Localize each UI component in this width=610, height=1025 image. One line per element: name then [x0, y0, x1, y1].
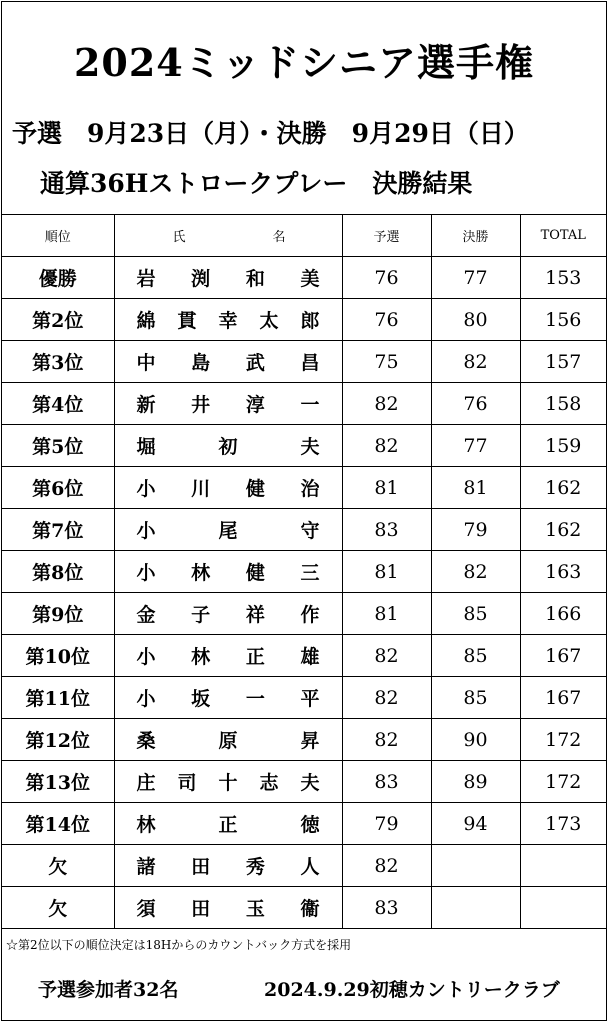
player-name-cell: [114, 593, 342, 635]
table-row: [2, 509, 606, 551]
player-name-cell: [114, 509, 342, 551]
rank-cell: 優勝: [2, 257, 114, 299]
name-char: 小: [136, 478, 156, 500]
name-char: 林: [191, 562, 211, 584]
table-row: [2, 845, 606, 887]
qualifying-score-cell: 76: [342, 257, 431, 299]
header: [2, 2, 606, 215]
qualifying-score-cell: 81: [342, 593, 431, 635]
name-char: 武: [245, 352, 265, 374]
final-score-cell: 82: [431, 551, 520, 593]
total-score-cell: 167: [520, 635, 606, 677]
table-header-row: [2, 215, 606, 257]
qualifying-score-cell: 82: [342, 635, 431, 677]
player-name-cell: [114, 467, 342, 509]
table-row: [2, 299, 606, 341]
header-total: TOTAL: [520, 215, 606, 257]
results-sheet: [1, 1, 607, 1021]
name-char: 司: [177, 772, 197, 794]
results-table: [2, 215, 606, 929]
final-score-cell: 85: [431, 635, 520, 677]
qualifying-score-cell: 76: [342, 299, 431, 341]
player-name-cell: [114, 761, 342, 803]
total-score-cell: 158: [520, 383, 606, 425]
table-row: [2, 383, 606, 425]
final-score-cell: 76: [431, 383, 520, 425]
rank-cell: 第4位: [2, 383, 114, 425]
total-score-cell: [520, 845, 606, 887]
table-row: [2, 719, 606, 761]
final-score-cell: 77: [431, 425, 520, 467]
name-char: 林: [136, 814, 156, 836]
table-row: [2, 551, 606, 593]
name-char: 庄: [136, 772, 156, 794]
qualifying-score-cell: 82: [342, 845, 431, 887]
name-char: 正: [245, 646, 265, 668]
qualifying-score-cell: 83: [342, 509, 431, 551]
name-char: 尾: [218, 520, 238, 542]
participants-count: 予選参加者32名: [38, 979, 179, 1001]
name-char: 須: [136, 898, 156, 920]
table-row: [2, 341, 606, 383]
final-score-cell: 85: [431, 677, 520, 719]
total-score-cell: 157: [520, 341, 606, 383]
name-char: 小: [136, 688, 156, 710]
player-name-cell: [114, 425, 342, 467]
qualifying-score-cell: 83: [342, 761, 431, 803]
name-char: 美: [300, 268, 320, 290]
final-score-cell: [431, 845, 520, 887]
total-score-cell: 167: [520, 677, 606, 719]
header-qualifying: 予選: [342, 215, 431, 257]
name-char: 太: [259, 310, 279, 332]
name-char: 夫: [300, 436, 320, 458]
rank-cell: 第8位: [2, 551, 114, 593]
final-score-cell: 94: [431, 803, 520, 845]
name-char: 島: [191, 352, 211, 374]
qualifying-score-cell: 81: [342, 551, 431, 593]
player-name-cell: [114, 635, 342, 677]
total-score-cell: 162: [520, 509, 606, 551]
total-score-cell: 166: [520, 593, 606, 635]
name-char: 一: [300, 394, 320, 416]
qualifying-score-cell: 82: [342, 425, 431, 467]
date-venue: 2024.9.29初穂カントリークラブ: [264, 979, 560, 1001]
name-char: 子: [191, 604, 211, 626]
table-row: [2, 761, 606, 803]
header-name: [114, 215, 342, 257]
final-score-cell: 81: [431, 467, 520, 509]
final-score-cell: 89: [431, 761, 520, 803]
name-char: 守: [300, 520, 320, 542]
player-name-cell: [114, 551, 342, 593]
table-row: [2, 887, 606, 929]
name-char: 桑: [136, 730, 156, 752]
name-char: 金: [136, 604, 156, 626]
table-row: [2, 467, 606, 509]
table-row: [2, 677, 606, 719]
rank-cell: 第6位: [2, 467, 114, 509]
final-score-cell: 82: [431, 341, 520, 383]
rank-cell: 第3位: [2, 341, 114, 383]
name-char: 夫: [300, 772, 320, 794]
name-char: 健: [245, 478, 265, 500]
name-char: 綿: [136, 310, 156, 332]
name-char: 一: [245, 688, 265, 710]
header-name-first: 氏: [172, 230, 186, 245]
results-body: [2, 257, 606, 929]
rank-cell: 欠: [2, 887, 114, 929]
name-char: 作: [300, 604, 320, 626]
player-name-cell: [114, 299, 342, 341]
name-char: 貫: [177, 310, 197, 332]
table-row: [2, 635, 606, 677]
name-char: 平: [300, 688, 320, 710]
page-title: 2024ミッドシニア選手権: [73, 40, 534, 85]
player-name-cell: [114, 257, 342, 299]
name-char: 中: [136, 352, 156, 374]
player-name-cell: [114, 803, 342, 845]
final-score-cell: 80: [431, 299, 520, 341]
final-score-cell: 90: [431, 719, 520, 761]
rank-cell: 第10位: [2, 635, 114, 677]
total-score-cell: 156: [520, 299, 606, 341]
total-score-cell: 159: [520, 425, 606, 467]
name-char: 田: [191, 856, 211, 878]
name-char: 昇: [300, 730, 320, 752]
name-char: 淳: [245, 394, 265, 416]
table-row: [2, 593, 606, 635]
total-score-cell: 162: [520, 467, 606, 509]
name-char: 十: [218, 772, 238, 794]
header-rank: 順位: [2, 215, 114, 257]
name-char: 林: [191, 646, 211, 668]
rank-cell: 第14位: [2, 803, 114, 845]
countback-note: ☆第2位以下の順位決定は18Hからのカウントバック方式を採用: [6, 938, 352, 952]
total-score-cell: [520, 887, 606, 929]
rank-cell: 第12位: [2, 719, 114, 761]
name-char: 初: [218, 436, 238, 458]
table-row: [2, 425, 606, 467]
name-char: 小: [136, 520, 156, 542]
total-score-cell: 172: [520, 719, 606, 761]
name-char: 昌: [300, 352, 320, 374]
format-line: 通算36Hストロークプレー 決勝結果: [40, 169, 473, 198]
final-score-cell: 79: [431, 509, 520, 551]
name-char: 井: [191, 394, 211, 416]
final-score-cell: [431, 887, 520, 929]
qualifying-score-cell: 79: [342, 803, 431, 845]
header-final: 決勝: [431, 215, 520, 257]
name-char: 渕: [191, 268, 211, 290]
player-name-cell: [114, 845, 342, 887]
name-char: 新: [136, 394, 156, 416]
player-name-cell: [114, 887, 342, 929]
name-char: 治: [300, 478, 320, 500]
qualifying-score-cell: 81: [342, 467, 431, 509]
player-name-cell: [114, 677, 342, 719]
name-char: 志: [259, 772, 279, 794]
name-char: 正: [218, 814, 238, 836]
rank-cell: 第13位: [2, 761, 114, 803]
table-row: [2, 257, 606, 299]
name-char: 衞: [300, 898, 320, 920]
rank-cell: 第2位: [2, 299, 114, 341]
name-char: 徳: [300, 814, 320, 836]
name-char: 川: [191, 478, 211, 500]
total-score-cell: 153: [520, 257, 606, 299]
name-char: 健: [245, 562, 265, 584]
name-char: 秀: [245, 856, 265, 878]
rank-cell: 第11位: [2, 677, 114, 719]
name-char: 小: [136, 646, 156, 668]
player-name-cell: [114, 341, 342, 383]
name-char: 郎: [300, 310, 320, 332]
name-char: 諸: [136, 856, 156, 878]
header-name-last: 名: [272, 230, 286, 245]
qualifying-score-cell: 82: [342, 719, 431, 761]
rank-cell: 欠: [2, 845, 114, 887]
name-char: 幸: [218, 310, 238, 332]
name-char: 雄: [300, 646, 320, 668]
name-char: 岩: [136, 268, 156, 290]
player-name-cell: [114, 383, 342, 425]
qualifying-score-cell: 83: [342, 887, 431, 929]
total-score-cell: 173: [520, 803, 606, 845]
qualifying-score-cell: 75: [342, 341, 431, 383]
name-char: 原: [218, 730, 238, 752]
name-char: 堀: [136, 436, 156, 458]
name-char: 人: [300, 856, 320, 878]
final-score-cell: 85: [431, 593, 520, 635]
qualifying-score-cell: 82: [342, 677, 431, 719]
name-char: 坂: [191, 688, 211, 710]
name-char: 玉: [245, 898, 265, 920]
rank-cell: 第7位: [2, 509, 114, 551]
name-char: 田: [191, 898, 211, 920]
total-score-cell: 172: [520, 761, 606, 803]
rank-cell: 第5位: [2, 425, 114, 467]
name-char: 祥: [245, 604, 265, 626]
final-score-cell: 77: [431, 257, 520, 299]
total-score-cell: 163: [520, 551, 606, 593]
qualifying-score-cell: 82: [342, 383, 431, 425]
name-char: 小: [136, 562, 156, 584]
name-char: 和: [245, 268, 265, 290]
player-name-cell: [114, 719, 342, 761]
table-row: [2, 803, 606, 845]
rank-cell: 第9位: [2, 593, 114, 635]
name-char: 三: [300, 562, 320, 584]
schedule-line: 予選 9月23日（月）・決勝 9月29日（日）: [12, 119, 529, 148]
